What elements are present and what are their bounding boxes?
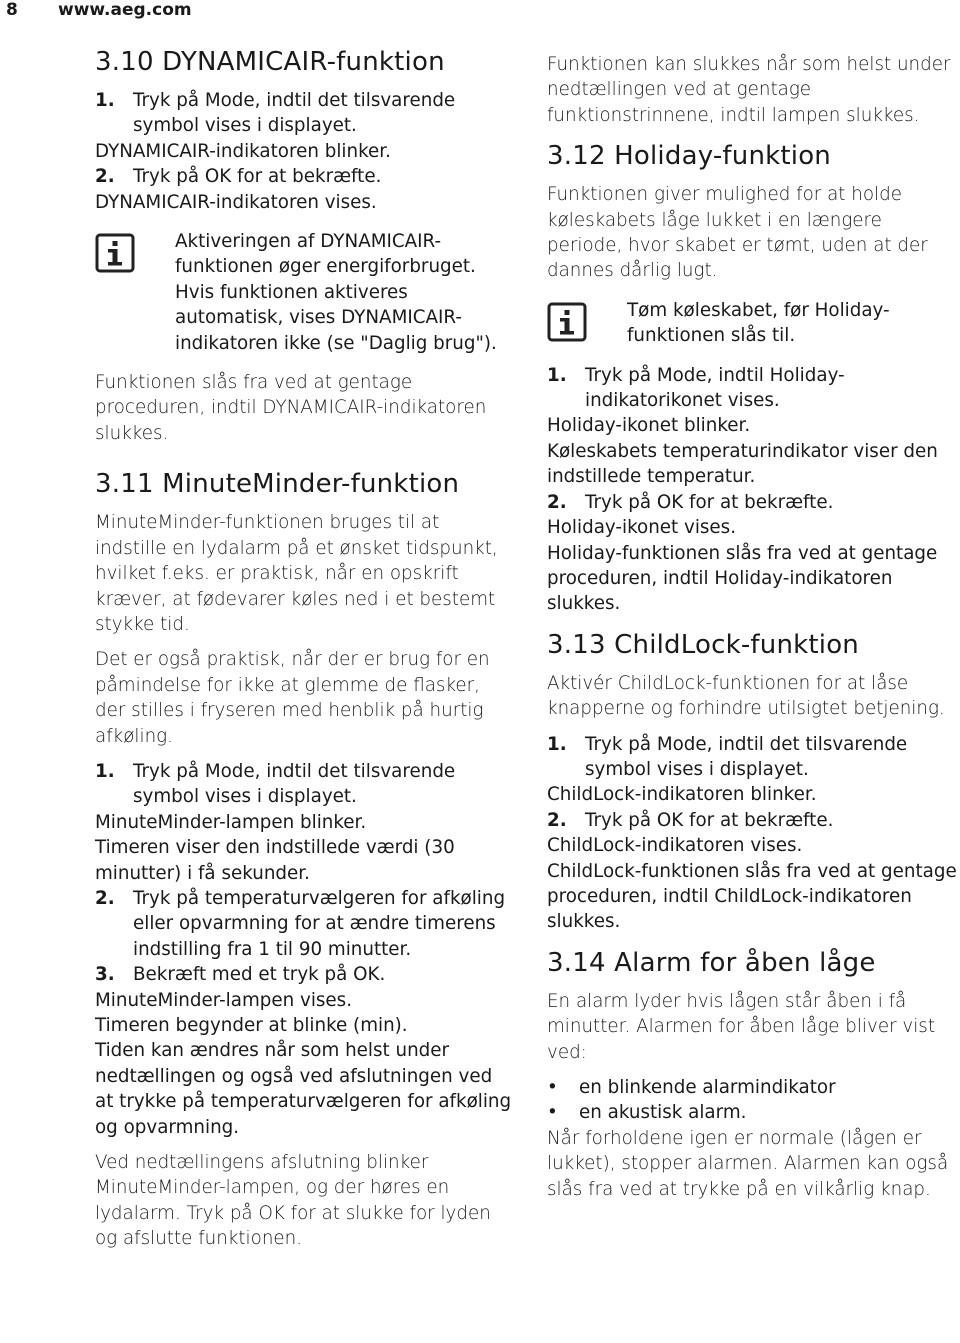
step-number: 2. — [95, 887, 115, 909]
page-number: 8 — [6, 0, 18, 20]
step-number: 3. — [95, 964, 115, 986]
section-heading: 3.13 ChildLock-funktion — [547, 629, 859, 660]
step-result: DYNAMICAIR-indikatoren vises. — [95, 191, 377, 213]
step-result: Timeren viser den indstillede værdi (30 minutter) i få sekunder. — [95, 837, 455, 884]
step-result: Køleskabets temperaturindikator viser den indstillede temperatur. — [547, 440, 938, 488]
bullet-item — [547, 1075, 959, 1100]
step-number: 1. — [95, 90, 115, 111]
bullet-text: en blinkende alarmindikator — [579, 1077, 836, 1098]
bullet-item — [547, 1100, 959, 1125]
step-result: Holiday-funktionen slås fra ved at gentage proceduren, indtil Holiday-indikatoren slukkes. — [547, 542, 938, 615]
step-text: Tryk på Mode, indtil det tilsvarende symbol vises i displayet. — [133, 90, 456, 137]
step-result: ChildLock-indikatoren vises. — [547, 835, 803, 857]
step-number: 2. — [547, 491, 567, 513]
info-text: Tøm køleskabet, før Holiday-funktionen slås til. — [627, 299, 890, 347]
step-number: 2. — [547, 809, 567, 831]
right-column — [547, 52, 959, 1212]
paragraph: MinuteMinder-funktionen bruges til at indstille en lydalarm på et ønsket tidspunkt, hvilket f.eks. er praktisk, når en opskrift kræver, at fødevarer køles ned i et bestemt stykke tid. — [95, 512, 498, 635]
info-icon — [95, 229, 175, 356]
section-heading: 3.10 DYNAMICAIR-funktion — [95, 47, 445, 77]
step-text: Tryk på OK for at bekræfte. — [133, 166, 382, 188]
step-item — [547, 490, 959, 515]
step-result: ChildLock-indikatoren blinker. — [547, 784, 817, 806]
bullet-dot: • — [547, 1102, 558, 1124]
step-result: DYNAMICAIR-indikatoren blinker. — [95, 140, 391, 162]
step-text: Tryk på temperaturvælgeren for afkøling eller opvarmning for at ændre timerens indstilling fra 1 til 90 minutter. — [133, 887, 506, 960]
info-note — [547, 298, 959, 349]
section-3-14 — [547, 947, 959, 1202]
paragraph: Når forholdene igen er normale (lågen er lukket), stopper alarmen. Alarmen kan også slås fra ved at trykke på en vilkårlig knap. — [547, 1127, 949, 1200]
bullet-text: en akustisk alarm. — [579, 1102, 747, 1124]
step-text: Tryk på Mode, indtil Holiday-indikatorikonet vises. — [585, 364, 845, 412]
section-heading: 3.12 Holiday-funktion — [547, 141, 831, 172]
step-text: Tryk på Mode, indtil det tilsvarende symbol vises i displayet. — [133, 760, 456, 808]
info-note — [95, 229, 515, 356]
step-item — [547, 808, 959, 833]
step-result: Tiden kan ændres når som helst under nedtællingen og også ved afslutningen ved at trykke på temperaturvælgeren for afkøling og opvarmning. — [95, 1040, 512, 1138]
page-header — [0, 0, 960, 24]
section-heading: 3.14 Alarm for åben låge — [547, 947, 876, 978]
paragraph: Aktivér ChildLock-funktionen for at låse knapperne og forhindre utilsigtet betjening. — [547, 672, 945, 720]
paragraph: Det er også praktisk, når der er brug for en påmindelse for ikke at glemme de flasker, der stilles i fryseren med henblik på hurtig afkøling. — [95, 649, 490, 747]
step-item — [95, 88, 515, 139]
website-url[interactable]: www.aeg.com — [58, 0, 192, 20]
paragraph: Funktionen slås fra ved at gentage proceduren, indtil DYNAMICAIR-indikatoren slukkes. — [95, 372, 487, 444]
paragraph: Ved nedtællingens afslutning blinker MinuteMinder-lampen, og der høres en lydalarm. Tryk på OK for at slukke for lyden og afslutte funktionen. — [95, 1152, 491, 1250]
bullet-dot: • — [547, 1077, 558, 1098]
step-result: Holiday-ikonet blinker. — [547, 415, 751, 437]
step-number: 2. — [95, 166, 115, 188]
section-3-10 — [95, 46, 515, 446]
left-column — [95, 46, 515, 1262]
step-number: 1. — [95, 760, 115, 782]
step-item — [95, 759, 515, 810]
step-number: 1. — [547, 733, 567, 755]
step-item — [95, 886, 515, 962]
info-icon — [547, 298, 627, 349]
section-3-13 — [547, 629, 959, 935]
step-text: Tryk på Mode, indtil det tilsvarende symbol vises i displayet. — [585, 733, 908, 780]
info-text: Aktiveringen af DYNAMICAIR-funktionen øger energiforbruget. Hvis funktionen aktiveres automatisk, vises DYNAMICAIR-indikatoren ikke (se "Daglig brug"). — [175, 231, 497, 354]
section-3-12 — [547, 140, 959, 617]
step-item — [547, 732, 959, 783]
paragraph: Funktionen giver mulighed for at holde køleskabets låge lukket i en længere periode, hvor skabet er tømt, uden at der dannes dårlig lugt. — [547, 184, 928, 282]
step-text: Tryk på OK for at bekræfte. — [585, 491, 834, 513]
step-result: Timeren begynder at blinke (min). — [95, 1015, 408, 1036]
step-result: MinuteMinder-lampen vises. — [95, 989, 353, 1011]
step-number: 1. — [547, 364, 567, 386]
step-item — [95, 962, 515, 987]
section-heading: 3.11 MinuteMinder-funktion — [95, 469, 460, 500]
step-result: Holiday-ikonet vises. — [547, 517, 737, 539]
paragraph: Funktionen kan slukkes når som helst under nedtællingen ved at gentage funktionstrinnene, indtil lampen slukkes. — [547, 54, 951, 126]
step-item — [95, 164, 515, 189]
section-3-11 — [95, 468, 515, 1251]
step-item — [547, 363, 959, 414]
step-result: ChildLock-funktionen slås fra ved at gentage proceduren, indtil ChildLock-indikatoren slukkes. — [547, 860, 957, 933]
paragraph: En alarm lyder hvis lågen står åben i få minutter. Alarmen for åben låge bliver vist ved: — [547, 990, 935, 1063]
step-text: Tryk på OK for at bekræfte. — [585, 809, 834, 831]
step-result: MinuteMinder-lampen blinker. — [95, 811, 367, 833]
step-text: Bekræft med et tryk på OK. — [133, 964, 386, 986]
